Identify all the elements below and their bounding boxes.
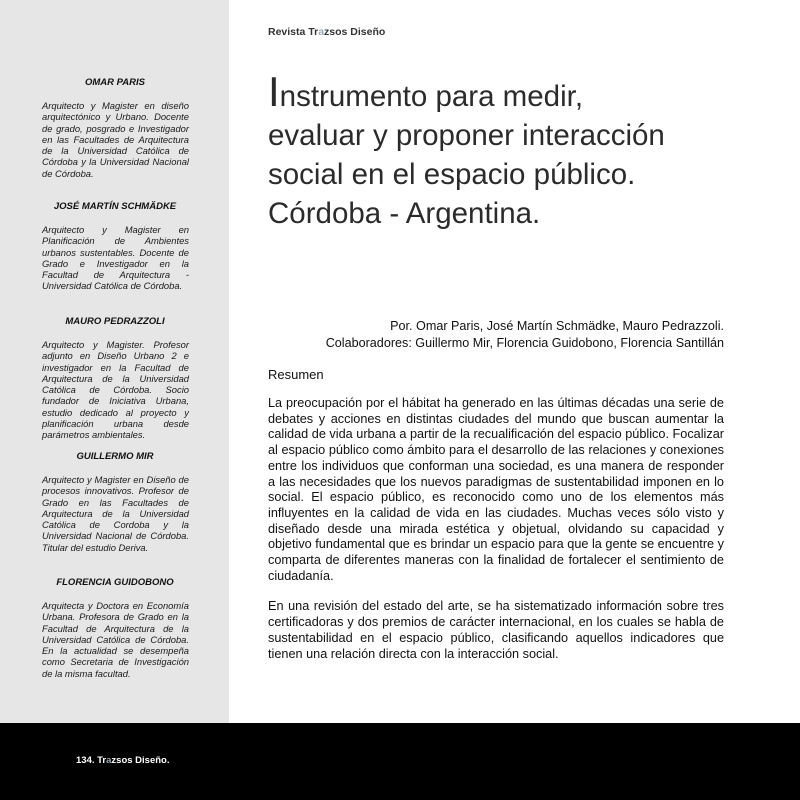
journal-header xyxy=(268,26,385,38)
page-number: 134. xyxy=(76,755,98,766)
title-drop-cap: I xyxy=(268,68,280,115)
abstract-paragraph: La preocupación por el hábitat ha generado en las últimas décadas una serie de debates y acciones en distintas ciudades del mundo que buscan aumentar la calidad de vida urbana a partir de la recualificación del espacio público. Focalizar al espacio público como ámbito para el desarrollo de las relaciones y conexiones entre los individuos que conforman una sociedad, es una manera de responder a las necesidades que los nuevos paradigmas de sustentabilidad imponen en lo social. El espacio público, es reconocido como uno de los elementos más influyentes en la calidad de vida en las ciudades. Muchas veces sólo visto y diseñado desde una mirada estética y objetual, olvidando su capacidad y objetivo fundamental que es brindar un espacio para que la gente se encuentre y comparta de diferentes maneras con la finalidad de fortalecer el sentimiento de ciudadanía. xyxy=(268,396,724,583)
footer-text xyxy=(76,755,170,766)
author-name: GUILLERMO MIR xyxy=(76,451,154,462)
author-name: MAURO PEDRAZZOLI xyxy=(65,316,165,327)
byline-collaborators: Colaboradores: Guillermo Mir, Florencia Guidobono, Florencia Santillán xyxy=(325,336,724,350)
footer-journal-prefix: Tr xyxy=(97,755,107,766)
author-block xyxy=(42,201,189,292)
author-sidebar xyxy=(0,0,229,723)
journal-name-prefix: Revista Tr xyxy=(268,26,319,38)
title-line-3: social en el espacio público. xyxy=(268,158,636,191)
byline xyxy=(326,318,724,352)
article-title xyxy=(268,68,768,233)
footer-journal-suffix: zsos Diseño. xyxy=(111,755,170,766)
abstract-heading: Resumen xyxy=(268,367,324,382)
abstract-paragraph: En una revisión del estado del arte, se ha sistematizado información sobre tres certificadoras y dos premios de carácter internacional, en los cuales se habla de sustentabilidad en el espacio público, clasificando aquellos indicadores que tienen una relación directa con la interacción social. xyxy=(268,599,724,661)
author-block xyxy=(42,77,189,179)
title-line-2: evaluar y proponer interacción xyxy=(268,119,665,152)
author-bio: Arquitecta y Doctora en Economía Urbana. Profesora de Grado en la Facultad de Arquitectura de la Universidad Católica de Córdoba. En la actualidad se desempeña como Secretaria de Investigación de la misma facultad. xyxy=(42,600,189,679)
author-block xyxy=(42,316,189,441)
journal-name-mid: a xyxy=(318,26,325,38)
author-bio: Arquitecto y Magister en Diseño de procesos innovativos. Profesor de Grado en las Facultades de Arquitectura de la Universidad Católica de Cordoba y la Universidad Nacional de Córdoba. Titular del estudio Deriva. xyxy=(42,474,189,553)
author-name: JOSÉ MARTÍN SCHMÄDKE xyxy=(53,201,177,212)
author-bio: Arquitecto y Magister en Planificación de Ambientes urbanos sustentables. Docente de Grado e Investigador en la Facultad de Arquitectura - Universidad Católica de Córdoba. xyxy=(42,224,189,292)
page-footer xyxy=(0,723,800,800)
title-line-4: Córdoba - Argentina. xyxy=(268,197,541,230)
abstract-body xyxy=(268,396,724,677)
title-line-1: nstrumento para medir, xyxy=(279,80,584,113)
author-name: OMAR PARIS xyxy=(85,77,145,88)
author-block xyxy=(42,577,189,679)
author-bio: Arquitecto y Magister. Profesor adjunto en Diseño Urbano 2 e investigador en la Facultad de Arquitectura de la Universidad Católica de Córdoba. Socio fundador de Iniciativa Urbana, estudio dedicado al proyecto y planificación urbana desde parámetros ambientales. xyxy=(42,339,189,441)
author-name: FLORENCIA GUIDOBONO xyxy=(56,577,174,588)
author-bio: Arquitecto y Magister en diseño arquitectónico y Urbano. Docente de grado, posgrado e Investigador en las Facultades de Arquitectura de la Universidad Católica de Córdoba y la Universidad Nacional de Córdoba. xyxy=(42,100,189,179)
author-block xyxy=(42,451,189,553)
footer-journal-mid: a xyxy=(106,755,112,766)
journal-name-suffix: zsos Diseño xyxy=(324,26,386,38)
byline-authors: Por. Omar Paris, José Martín Schmädke, Mauro Pedrazzoli. xyxy=(390,319,724,333)
